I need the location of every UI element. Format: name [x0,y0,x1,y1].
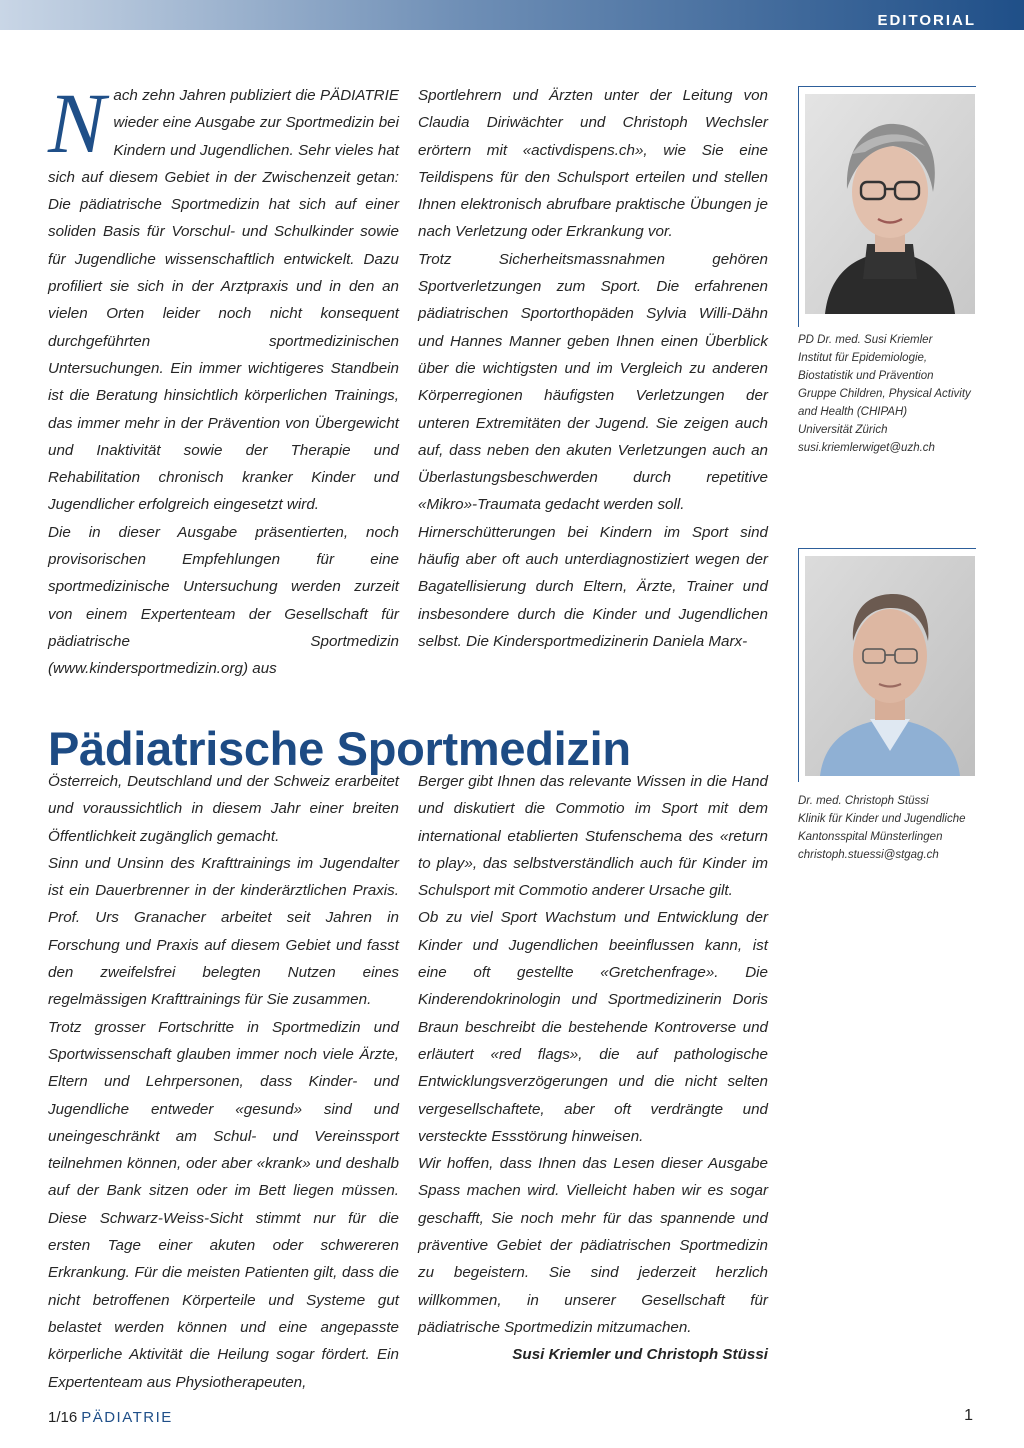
author-photo-stuessi [805,556,975,776]
drop-cap: N [48,75,106,171]
text-column-3 [48,768,399,1396]
author-caption-1 [798,331,988,457]
paragraph: Sinn und Unsinn des Krafttrainings im Jugendalter ist ein Dauerbrenner in der kinderärztlichen Praxis. Prof. Urs Granacher arbeitet seit Jahren in Forschung und Praxis auf diesem Gebiet und fasst den zweifelsfrei belegten Nutzen eines regelmässigen Krafttrainings für Sie zusammen. [48,854,399,1009]
caption-line: PD Dr. med. Susi Kriemler [798,334,933,346]
paragraph: Trotz grosser Fortschritte in Sportmedizin und Sportwissenschaft glauben immer noch viele Ärzte, Eltern und Lehrpersonen, dass Kinder- und Jugendliche entweder «gesund» sind und uneingeschränkt am Schul- und Vereinssport teilnehmen können, oder aber «krank» und deshalb auf der Bank sitzen oder im Bett liegen müssen. Diese Schwarz-Weiss-Sicht stimmt nur für die ersten Tage einer akuten oder schwereren Erkrankung. Für die meisten Patienten gilt, dass die nicht betroffenen Körperteile und Systeme gut belastet werden können und eine angepasste körperliche Aktivität die Heilung sogar fördert. Ein Expertenteam aus Physiotherapeuten, [48,1018,399,1391]
author-caption-2 [798,792,988,864]
journal-brand: PÄDIATRIE [81,1409,173,1426]
issue-number: 1/16 [48,1409,78,1426]
author-photo-frame [798,548,976,782]
caption-line: Klinik für Kinder und Jugendliche [798,813,966,825]
caption-line: Institut für Epidemiologie, [798,352,928,364]
caption-line: and Health (CHIPAH) [798,406,908,418]
paragraph: Trotz Sicherheitsmassnahmen gehören Sportverletzungen zum Sport. Die erfahrenen pädiatrischen Sportorthopäden Sylvia Willi-Dähn und Hannes Manner geben Ihnen einen Überblick über die wichtigsten und im Vergleich zu anderen Körperregionen häufigsten Verletzungen der unteren Extremitäten der Jugend. Sie zeigen auch auf, dass neben den akuten Verletzungen auch an Überlastungsbeschwerden durch repetitive «Mikro»-Traumata gedacht werden soll. [418,250,768,514]
paragraph: Hirnerschütterungen bei Kindern im Sport sind häufig aber oft auch unterdiagnostiziert wegen der Bagatellisierung durch Eltern, Ärzte, Trainer und insbesondere durch die Kinder und Jugendlichen selbst. Die Kindersportmedizinerin Daniela Marx- [418,523,768,650]
paragraph: Österreich, Deutschland und der Schweiz erarbeitet und voraussichtlich in diesem Jahr einer breiten Öffentlichkeit zugänglich gemacht. [48,773,399,845]
caption-line: Dr. med. Christoph Stüssi [798,795,929,807]
text-column-1 [48,75,399,683]
section-label: EDITORIAL [877,12,976,29]
paragraph: Wir hoffen, dass Ihnen das Lesen dieser Ausgabe Spass machen wird. Vielleicht haben wir es sogar geschafft, Sie noch mehr für das spannende und präventive Gebiet der pädiatrischen Sportmedizin zu begeistern. Sie sind jederzeit herzlich willkommen, in unserer Gesellschaft für pädiatrische Sportmedizin mitzumachen. [418,1155,768,1336]
footer-issue [48,1409,173,1426]
text-column-2 [418,82,768,655]
text-column-4 [418,768,768,1369]
signature: Susi Kriemler und Christoph Stüssi [512,1346,768,1364]
header-bar [0,0,1024,30]
author-photo-frame [798,86,976,327]
caption-line: Biostatistik und Prävention [798,370,934,382]
caption-email: susi.kriemlerwiget@uzh.ch [798,442,935,454]
paragraph: Die in dieser Ausgabe präsentierten, noch provisorischen Empfehlungen für eine sportmedizinische Untersuchung werden zurzeit von einem Expertenteam der Gesellschaft für pädiatrische Sportmedizin (www.kindersportmedizin.org) aus [48,523,399,678]
page-number: 1 [964,1407,973,1424]
paragraph: ach zehn Jahren publiziert die PÄDIATRIE wieder eine Ausgabe zur Sportmedizin bei Kindern und Jugendlichen. Sehr vieles hat sich auf diesem Gebiet in der Zwischenzeit getan: Die pädiatrische Sportmedizin hat sich auf einer soliden Basis für Vorschul- und Schulkinder sowie für Jugendliche wissenschaftlich entwickelt. Dazu profiliert sie sich in der Arztpraxis und in den an vielen Orten leider noch nicht konsequent durchgeführten sportmedizinischen Untersuchungen. Ein immer wichtigeres Standbein ist die Beratung hinsichtlich körperlichen Trainings, das immer mehr in der Prävention von Übergewicht und Inaktivität sowie der Therapie und Rehabilitation chronisch kranker Kinder und Jugendlicher erfolgreich eingesetzt wird. [48,87,399,514]
caption-line: Kantonsspital Münsterlingen [798,831,943,843]
caption-email: christoph.stuessi@stgag.ch [798,849,939,861]
article-title: Pädiatrische Sportmedizin [48,722,631,776]
caption-line: Universität Zürich [798,424,888,436]
caption-line: Gruppe Children, Physical Activity [798,388,971,400]
paragraph: Sportlehrern und Ärzten unter der Leitung von Claudia Diriwächter und Christoph Wechsler erörtern mit «activdispens.ch», wie Sie eine Teildispens für den Schulsport erteilen und stellen Ihnen elektronisch abrufbare praktische Übungen je nach Verletzung oder Erkrankung vor. [418,87,768,241]
paragraph: Berger gibt Ihnen das relevante Wissen in die Hand und diskutiert die Commotio im Sport mit dem international etablierten Stufenschema des «return to play», das selbstverständlich auch für Kinder im Schulsport mit Commotio anderer Ursache gilt. [418,773,768,900]
author-photo-kriemler [805,94,975,314]
paragraph: Ob zu viel Sport Wachstum und Entwicklung der Kinder und Jugendlichen beeinflussen kann, ist eine oft gestellte «Gretchenfrage». Die Kinderendokrinologin und Sportmedizinerin Doris Braun beschreibt die bestehende Kontroverse und erläutert «red flags», die auf pathologische Entwicklungsverzögerungen und die nicht selten vergesellschaftete, aber oft verdrängte und versteckte Essstörung hinweisen. [418,909,768,1145]
